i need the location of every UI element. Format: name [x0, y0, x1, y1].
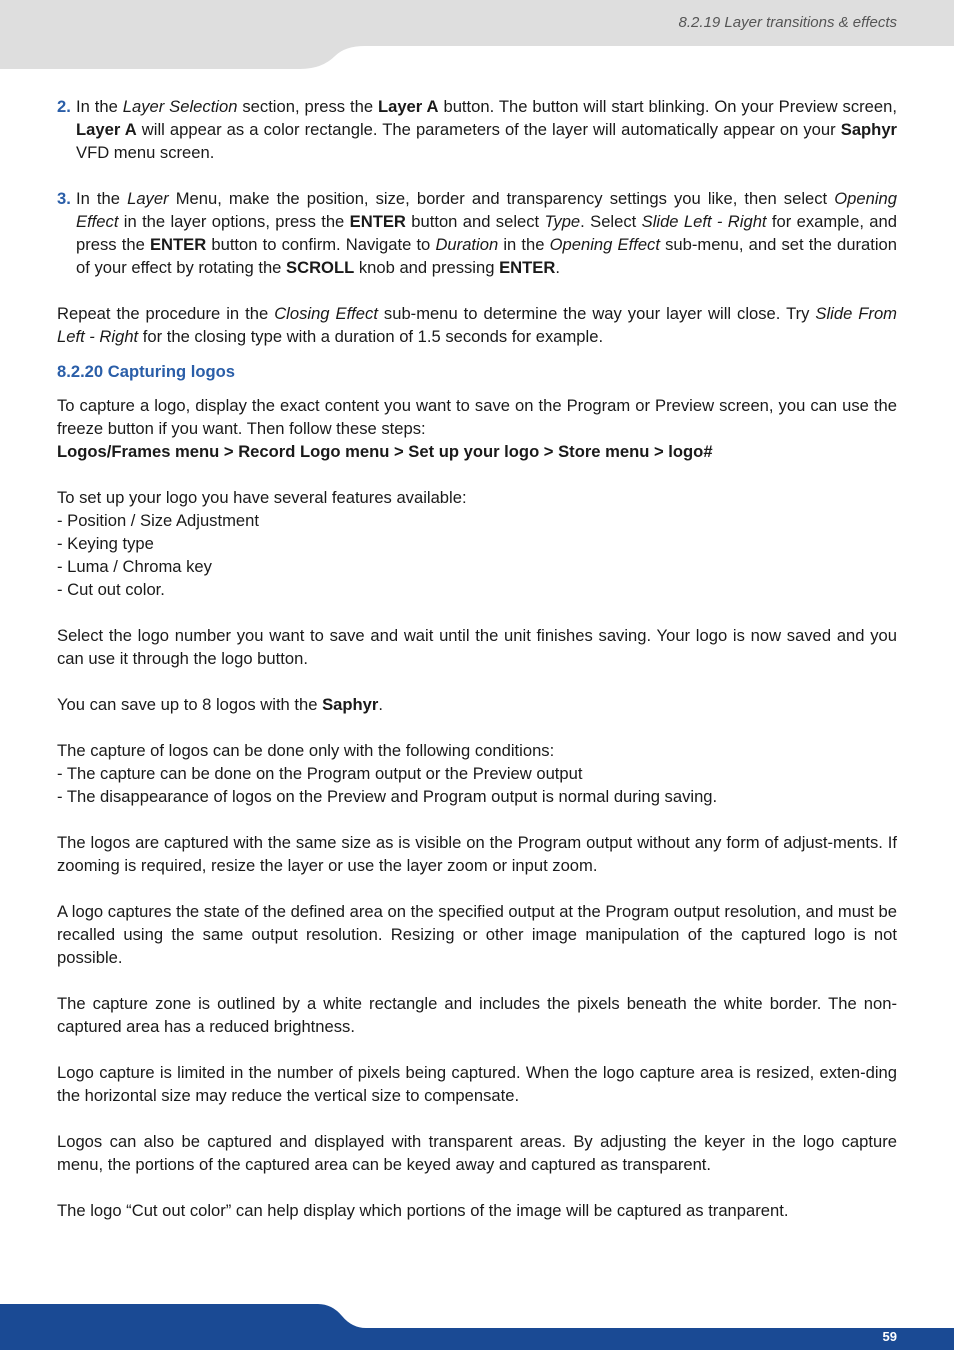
list-item: - Keying type	[57, 534, 154, 553]
footer-band	[0, 1304, 954, 1350]
page-number: 59	[882, 1329, 897, 1344]
running-header-title: 8.2.19 Layer transitions & effects	[678, 14, 897, 31]
step-number: 3.	[57, 189, 71, 208]
step-number: 2.	[57, 97, 71, 116]
header-band	[0, 0, 954, 70]
list-item: - Cut out color.	[57, 580, 165, 599]
conditions-lead: The capture of logos can be done only with the following conditions:	[57, 741, 555, 760]
repeat-paragraph: Repeat the procedure in the Closing Effect sub-menu to determine the way your layer will close. Try Slide From Left - Right for the closing type with a duration of 1.5 seconds for example.	[57, 304, 897, 346]
transparent-paragraph: Logos can also be captured and displayed with transparent areas. By adjusting the keyer in the logo capture menu, the portions of the captured area can be keyed away and captured as transparent.	[57, 1132, 897, 1174]
menu-path: Logos/Frames menu > Record Logo menu > Set up your logo > Store menu > logo#	[57, 442, 713, 461]
page-content	[57, 95, 897, 1222]
cutout-paragraph: The logo “Cut out color” can help display which portions of the image will be captured as tranparent.	[57, 1201, 789, 1220]
list-item: - Luma / Chroma key	[57, 557, 212, 576]
list-item: - Position / Size Adjustment	[57, 511, 259, 530]
limit-paragraph: Logo capture is limited in the number of pixels being captured. When the logo capture area is resized, exten-ding the horizontal size may reduce the vertical size to compensate.	[57, 1063, 897, 1105]
save-paragraph: You can save up to 8 logos with the Saphyr.	[57, 695, 383, 714]
zone-paragraph: The capture zone is outlined by a white rectangle and includes the pixels beneath the white border. The non-captured area has a reduced brightness.	[57, 994, 897, 1036]
select-paragraph: Select the logo number you want to save and wait until the unit finishes saving. Your logo is now saved and you can use it through the logo button.	[57, 626, 897, 668]
list-item: - The capture can be done on the Program output or the Preview output	[57, 764, 583, 783]
state-paragraph: A logo captures the state of the defined area on the specified output at the Program output resolution, and must be recalled using the same output resolution. Resizing or other image manipulation of the captured logo is not possible.	[57, 902, 897, 967]
step-2: 2. In the Layer Selection section, press the Layer A button. The button will start blinking. On your Preview screen, Layer A will appear as a color rectangle. The parameters of the layer will automatically appear on your Saphyr VFD menu screen.	[57, 97, 898, 162]
step-3: 3. In the Layer Menu, make the position, size, border and transparency settings you like, then select Opening Effect in the layer options, press the ENTER button and select Type. Select Slide Left - Right for example, and press the ENTER button to confirm. Navigate to Duration in the Opening Effect sub-menu, and set the duration of your effect by rotating the SCROLL knob and pressing ENTER.	[57, 189, 897, 277]
section-heading: 8.2.20 Capturing logos	[57, 362, 235, 381]
intro-paragraph: To capture a logo, display the exact content you want to save on the Program or Preview screen, you can use the freeze button if you want. Then follow these steps:	[57, 396, 897, 438]
features-lead: To set up your logo you have several features available:	[57, 488, 467, 507]
list-item: - The disappearance of logos on the Preview and Program output is normal during saving.	[57, 787, 718, 806]
size-paragraph: The logos are captured with the same size as is visible on the Program output without any form of adjust-ments. If zooming is required, resize the layer or use the layer zoom or input zoom.	[57, 833, 897, 875]
